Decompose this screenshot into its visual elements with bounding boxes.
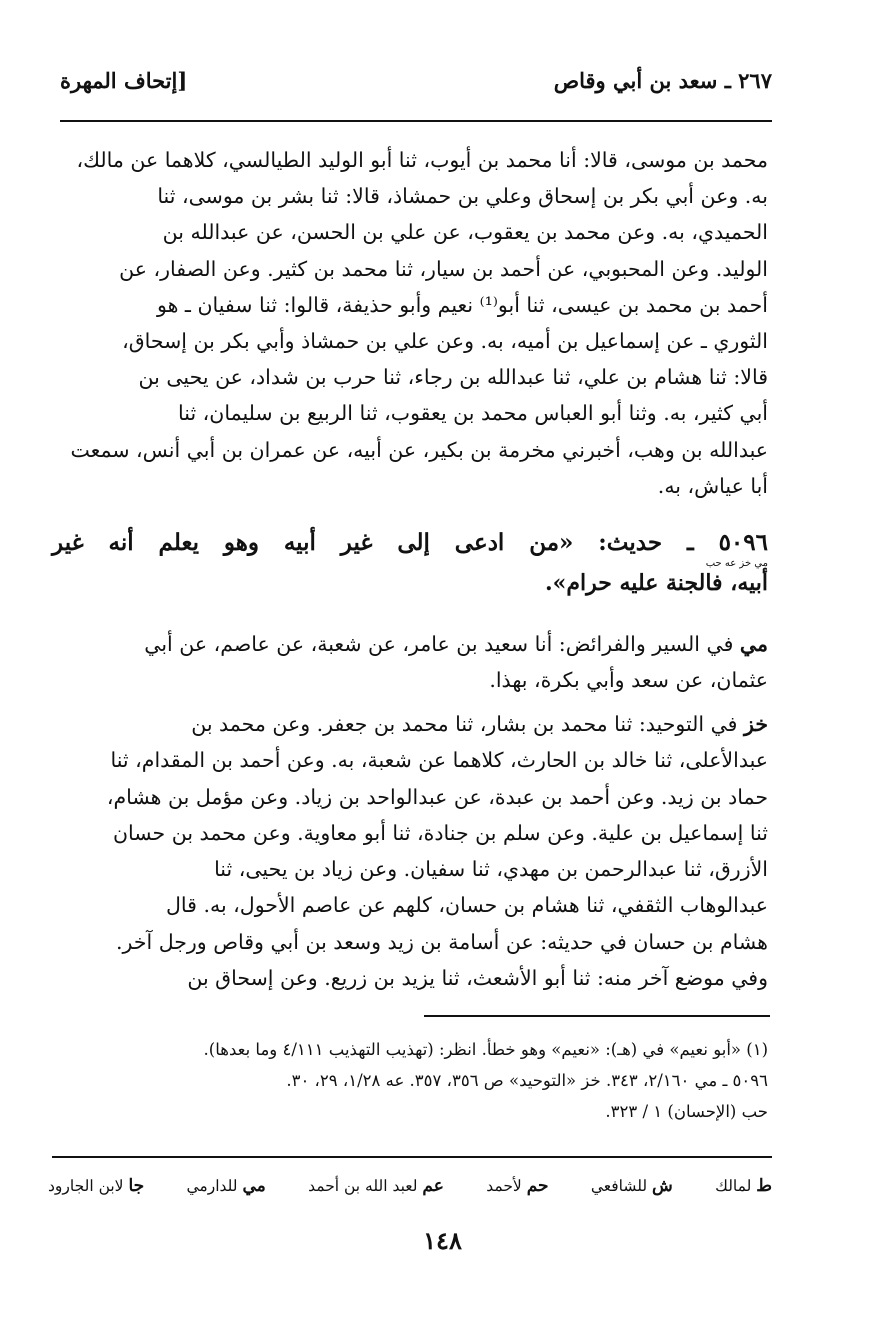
text-line: عبدالله بن وهب، أخبرني مخرمة بن بكير، عن أبيه، عن عمران بن أبي أنس، سمعت [70, 437, 768, 462]
text-line: الأزرق، ثنا عبدالرحمن بن مهدي، ثنا سفيان. وعن زياد بن يحيى، ثنا [214, 857, 768, 882]
text-line: قالا: ثنا هشام بن علي، ثنا عبدالله بن رجاء، ثنا حرب بن شداد، عن يحيى بن [138, 365, 768, 390]
text-line: الحميدي، به. وعن محمد بن يعقوب، عن علي بن الحسن، عن عبدالله بن [162, 220, 768, 245]
hadith-heading [52, 526, 768, 597]
text-line: عثمان، عن سعد وأبي بكرة، بهذا. [489, 668, 768, 692]
legend-item [187, 1176, 266, 1196]
text-run: في السير والفرائض: أنا سعيد بن عامر، عن شعبة، عن عاصم، عن أبي [144, 632, 734, 656]
page-header [60, 68, 772, 104]
legend-item [715, 1176, 772, 1196]
text-line: محمد بن موسى، قالا: أنا محمد بن أيوب، ثنا أبو الوليد الطيالسي، كلاهما عن مالك، [76, 148, 768, 172]
legend-abbr: ش [652, 1176, 673, 1196]
footnote-rule [424, 1015, 770, 1017]
footnotes [60, 1034, 768, 1127]
legend-desc: لابن الجارود [48, 1177, 124, 1195]
page-number: ١٤٨ [423, 1226, 462, 1255]
legend-abbr: جا [128, 1176, 145, 1196]
header-chapter-title: ٢٦٧ ـ سعد بن أبي وقاص [553, 68, 772, 93]
legend-abbr: عم [422, 1176, 444, 1196]
legend-item [48, 1176, 144, 1196]
hadith-line-2: أبيه، فالجنة عليه حرام». [544, 570, 768, 596]
legend-desc: للدارمي [186, 1177, 238, 1195]
legend-rule [52, 1156, 772, 1158]
text-line: وفي موضع آخر منه: ثنا أبو الأشعث، ثنا يزيد بن زريع. وعن إسحاق بن [187, 966, 768, 991]
text-line: الثوري ـ عن إسماعيل بن أميه، به. وعن علي بن حمشاذ وأبي بكر بن إسحاق، [122, 329, 768, 354]
text-line: أبا عياش، به. [657, 473, 768, 498]
legend-desc: لأحمد [486, 1177, 522, 1195]
legend-abbr: ط [756, 1176, 772, 1196]
legend-item [486, 1176, 548, 1196]
text-line [52, 706, 768, 742]
text-line: به. وعن أبي بكر بن إسحاق وعلي بن حمشاذ، قالا: ثنا بشر بن موسى، ثنا [157, 184, 768, 209]
abbreviation-legend [48, 1176, 772, 1196]
legend-abbr: حم [526, 1176, 549, 1196]
text-run: في التوحيد: ثنا محمد بن بشار، ثنا محمد بن جعفر. وعن محمد بن [191, 712, 738, 736]
text-line: عبدالأعلى، ثنا خالد بن الحارث، كلاهما عن شعبة، به. وعن أحمد بن المقدام، ثنا [110, 748, 768, 773]
footnote-line: (١) «أبو نعيم» في (هـ): «نعيم» وهو خطأ. انظر: (تهذيب التهذيب ٤/١١١ وما بعدها). [203, 1040, 768, 1059]
legend-desc: للشافعي [590, 1177, 648, 1195]
legend-desc: لعبد الله بن أحمد [308, 1177, 418, 1195]
text-line: حماد بن زيد. وعن أحمد بن عبدة، عن عبدالواحد بن زياد. وعن مؤمل بن هشام، [106, 784, 768, 809]
text-line: الوليد. وعن المحبوبي، عن أحمد بن سيار، ثنا محمد بن كثير. وعن الصفار، عن [119, 256, 768, 281]
header-book-title: [إتحاف المهرة [60, 68, 188, 93]
legend-item [308, 1176, 444, 1196]
legend-desc: لمالك [715, 1177, 752, 1195]
text-line [52, 626, 768, 662]
text-line: أحمد بن محمد بن عيسى، ثنا أبو⁽¹⁾ نعيم وأبو حذيفة، قالوا: ثنا سفيان ـ هو [157, 292, 768, 317]
text-line: ثنا إسماعيل بن علية. وعن سلم بن جنادة، ثنا أبو معاوية. وعن محمد بن حسان [112, 820, 768, 845]
legend-item [591, 1176, 673, 1196]
source-code: مي [739, 632, 768, 656]
footnote-line: حب (الإحسان) ١ / ٣٢٣. [605, 1102, 768, 1121]
hadith-source-codes: مي خز عه حب [705, 558, 768, 569]
main-paragraph [52, 142, 768, 504]
darimi-block [52, 626, 768, 698]
ibn-khuzaymah-block [52, 706, 768, 996]
footnote-line: ٥٠٩٦ ـ مي ٢/١٦٠، ٣٤٣. خز «التوحيد» ص ٣٥٦، ٣٥٧. عه ١/٢٨، ٢٩، ٣٠. [286, 1071, 768, 1090]
text-line: عبدالوهاب الثقفي، ثنا هشام بن حسان، كلهم عن عاصم الأحول، به. قال [166, 893, 768, 918]
hadith-line-1: ٥٠٩٦ ـ حديث: «من ادعى إلى غير أبيه وهو يعلم أنه غير [52, 529, 768, 556]
text-line: أبي كثير، به. وثنا أبو العباس محمد بن يعقوب، ثنا الربيع بن سليمان، ثنا [178, 401, 768, 426]
text-line: هشام بن حسان في حديثه: عن أسامة بن زيد وسعد بن أبي وقاص ورجل آخر. [116, 929, 768, 954]
source-code: خز [744, 712, 768, 736]
legend-abbr: مي [242, 1176, 266, 1196]
header-rule [60, 120, 772, 122]
